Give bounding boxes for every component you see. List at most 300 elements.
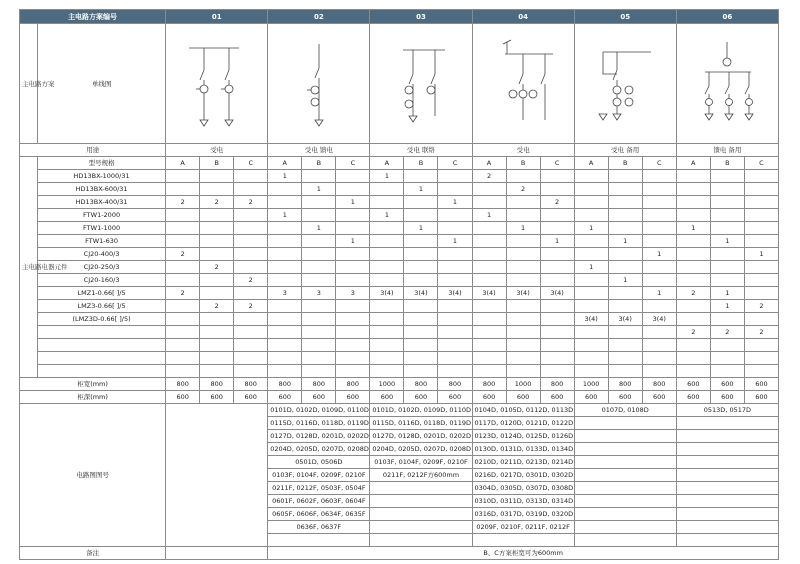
spec-col-header: A (268, 157, 302, 170)
circuit-01 (166, 404, 268, 547)
component-qty (642, 352, 676, 365)
circuit-col04: 0216D, 0217D, 0301D, 0302D (472, 469, 574, 482)
component-qty (540, 313, 574, 326)
circuit-col04: 0209F, 0210F, 0211F, 0212F (472, 521, 574, 534)
spec-col-header: B (404, 157, 438, 170)
component-qty (336, 183, 370, 196)
component-qty (438, 183, 472, 196)
component-qty (234, 261, 268, 274)
component-qty (166, 261, 200, 274)
component-qty (166, 300, 200, 313)
component-qty (744, 287, 778, 300)
circuit-col05 (574, 469, 676, 482)
component-name (38, 326, 166, 339)
component-qty (540, 300, 574, 313)
component-qty (574, 287, 608, 300)
component-qty (506, 365, 540, 378)
component-qty (234, 248, 268, 261)
component-qty: 1 (710, 287, 744, 300)
component-qty (336, 352, 370, 365)
component-row (20, 183, 779, 196)
component-qty (268, 196, 302, 209)
component-qty (166, 365, 200, 378)
circuit-col05: 0107D, 0108D (574, 404, 676, 417)
component-qty: 1 (336, 235, 370, 248)
component-qty (234, 287, 268, 300)
component-qty (540, 326, 574, 339)
component-name (38, 352, 166, 365)
component-qty (744, 222, 778, 235)
component-qty (404, 365, 438, 378)
component-qty (200, 365, 234, 378)
component-qty: 1 (438, 235, 472, 248)
component-qty (744, 209, 778, 222)
component-qty: 1 (336, 196, 370, 209)
depth-value: 600 (234, 391, 268, 404)
component-qty (268, 183, 302, 196)
component-qty (710, 209, 744, 222)
component-qty (336, 365, 370, 378)
component-qty (744, 313, 778, 326)
component-name: FTW1-1000 (38, 222, 166, 235)
component-qty (506, 313, 540, 326)
component-qty (166, 274, 200, 287)
component-qty (642, 235, 676, 248)
component-qty (472, 300, 506, 313)
width-value: 800 (200, 378, 234, 391)
circuit-col05 (574, 430, 676, 443)
depth-value: 600 (438, 391, 472, 404)
component-qty (268, 365, 302, 378)
circuit-col02: 0211F, 0212F, 0503F, 0504F (268, 482, 370, 495)
component-qty: 3(4) (506, 287, 540, 300)
component-qty (370, 196, 404, 209)
component-qty (438, 326, 472, 339)
header-row (20, 10, 779, 24)
depth-row (20, 391, 779, 404)
circuit-col03 (370, 495, 472, 508)
circuit-col03: 0101D, 0102D, 0109D, 0110D (370, 404, 472, 417)
width-value: 800 (336, 378, 370, 391)
width-value: 800 (234, 378, 268, 391)
component-qty (438, 209, 472, 222)
diagram-04 (472, 24, 574, 144)
circuit-col02: 0115D, 0116D, 0118D, 0119D (268, 417, 370, 430)
single-line-diagram-01 (169, 34, 265, 134)
component-qty (472, 248, 506, 261)
component-qty (438, 300, 472, 313)
component-qty (574, 209, 608, 222)
circuit-col04: 0123D, 0124D, 0125D, 0126D (472, 430, 574, 443)
depth-value: 600 (370, 391, 404, 404)
component-qty (302, 196, 336, 209)
component-qty (642, 326, 676, 339)
depth-value: 600 (574, 391, 608, 404)
component-qty (574, 274, 608, 287)
component-qty (642, 274, 676, 287)
component-qty (166, 183, 200, 196)
component-qty (642, 222, 676, 235)
component-qty: 1 (370, 209, 404, 222)
component-qty (676, 274, 710, 287)
component-qty (608, 261, 642, 274)
component-qty (200, 326, 234, 339)
remarks-label: 备注 (20, 547, 166, 560)
spec-col-header: A (472, 157, 506, 170)
component-qty (302, 326, 336, 339)
circuit-col06 (676, 469, 778, 482)
component-qty (744, 196, 778, 209)
component-qty (268, 313, 302, 326)
component-qty (438, 339, 472, 352)
diagram-01 (166, 24, 268, 144)
circuit-col03 (370, 534, 472, 547)
component-qty (642, 170, 676, 183)
scheme-02: 02 (268, 10, 370, 24)
depth-value: 600 (710, 391, 744, 404)
circuit-col04 (472, 534, 574, 547)
component-row (20, 222, 779, 235)
circuit-col04: 0310D, 0311D, 0313D, 0314D (472, 495, 574, 508)
remarks-text: B、C方案柜宽可为600mm (268, 547, 779, 560)
component-qty (370, 365, 404, 378)
component-qty: 1 (710, 300, 744, 313)
component-qty: 3 (302, 287, 336, 300)
component-qty (744, 261, 778, 274)
circuit-col02: 0103F, 0104F, 0209F, 0210F (268, 469, 370, 482)
depth-value: 600 (166, 391, 200, 404)
component-qty (404, 170, 438, 183)
single-line-diagram-06 (679, 34, 775, 134)
usage-01: 受电 (166, 144, 268, 157)
component-qty (710, 352, 744, 365)
spec-row (20, 157, 779, 170)
circuit-col03: 0127D, 0128D, 0201D, 0202D (370, 430, 472, 443)
component-qty (302, 248, 336, 261)
component-qty (676, 209, 710, 222)
component-qty: 1 (370, 170, 404, 183)
component-qty (438, 248, 472, 261)
component-qty (744, 235, 778, 248)
circuit-col06 (676, 508, 778, 521)
component-qty (370, 183, 404, 196)
component-qty (302, 209, 336, 222)
component-name: LMZ3-0.66[ ]/5 (38, 300, 166, 313)
spec-label: 型号规格 (38, 157, 166, 170)
component-qty (608, 352, 642, 365)
component-qty (472, 261, 506, 274)
component-qty: 3(4) (642, 313, 676, 326)
component-qty: 2 (200, 300, 234, 313)
component-name (38, 365, 166, 378)
width-value: 600 (744, 378, 778, 391)
component-qty (574, 183, 608, 196)
component-row (20, 248, 779, 261)
component-qty (574, 248, 608, 261)
component-qty (608, 170, 642, 183)
component-qty (370, 352, 404, 365)
component-qty (336, 300, 370, 313)
component-qty (676, 183, 710, 196)
component-qty (302, 170, 336, 183)
usage-row (20, 144, 779, 157)
component-qty (608, 339, 642, 352)
component-qty (472, 183, 506, 196)
component-qty (574, 196, 608, 209)
circuit-col04: 0304D, 0305D, 0307D, 0308D (472, 482, 574, 495)
diagram-05 (574, 24, 676, 144)
component-qty (472, 339, 506, 352)
component-qty (540, 209, 574, 222)
component-qty (268, 261, 302, 274)
component-qty (302, 235, 336, 248)
circuit-col04: 0117D, 0120D, 0121D, 0122D (472, 417, 574, 430)
component-qty: 2 (234, 300, 268, 313)
circuit-col06 (676, 417, 778, 430)
component-qty: 2 (676, 287, 710, 300)
component-qty (370, 235, 404, 248)
component-qty (268, 300, 302, 313)
component-qty (506, 339, 540, 352)
components-label: 主电路电器元件 (20, 157, 38, 378)
spec-col-header: C (540, 157, 574, 170)
component-qty (234, 170, 268, 183)
component-qty (438, 365, 472, 378)
spec-col-header: A (370, 157, 404, 170)
component-qty: 1 (506, 222, 540, 235)
component-qty: 2 (540, 196, 574, 209)
component-row (20, 300, 779, 313)
component-qty: 3(4) (472, 287, 506, 300)
component-qty (676, 170, 710, 183)
component-qty (336, 313, 370, 326)
circuit-col05 (574, 443, 676, 456)
component-qty (166, 235, 200, 248)
circuit-col05 (574, 456, 676, 469)
component-qty (404, 248, 438, 261)
spec-col-header: B (302, 157, 336, 170)
component-qty (166, 326, 200, 339)
component-qty (710, 248, 744, 261)
width-value: 600 (676, 378, 710, 391)
component-qty (608, 365, 642, 378)
width-value: 600 (710, 378, 744, 391)
remarks-01 (166, 547, 268, 560)
component-qty (676, 313, 710, 326)
width-value: 800 (642, 378, 676, 391)
component-row (20, 261, 779, 274)
component-qty: 2 (200, 261, 234, 274)
component-qty: 2 (166, 196, 200, 209)
component-qty (574, 300, 608, 313)
component-qty: 3(4) (438, 287, 472, 300)
component-qty (608, 326, 642, 339)
component-qty (472, 274, 506, 287)
component-qty (642, 209, 676, 222)
component-qty: 2 (676, 326, 710, 339)
component-name: LMZ1-0.66[ ]/5 (38, 287, 166, 300)
depth-value: 600 (404, 391, 438, 404)
component-qty (370, 339, 404, 352)
component-qty (506, 235, 540, 248)
component-qty (166, 222, 200, 235)
component-qty: 2 (710, 326, 744, 339)
circuit-col02 (268, 534, 370, 547)
component-qty: 2 (166, 287, 200, 300)
component-qty (574, 352, 608, 365)
diagram-03 (370, 24, 472, 144)
component-qty (506, 248, 540, 261)
component-qty (710, 183, 744, 196)
component-qty (370, 261, 404, 274)
component-qty (234, 352, 268, 365)
circuit-label: 电路图图号 (20, 404, 166, 547)
component-qty (540, 365, 574, 378)
component-row (20, 287, 779, 300)
component-qty (336, 274, 370, 287)
component-qty (540, 339, 574, 352)
component-row (20, 235, 779, 248)
component-qty (608, 183, 642, 196)
component-qty (438, 313, 472, 326)
component-qty (608, 222, 642, 235)
component-qty: 1 (540, 235, 574, 248)
component-qty (608, 248, 642, 261)
component-qty (302, 300, 336, 313)
usage-label: 用途 (20, 144, 166, 157)
width-value: 800 (608, 378, 642, 391)
component-qty (404, 196, 438, 209)
component-qty: 1 (574, 261, 608, 274)
component-qty (370, 222, 404, 235)
component-name: HD13BX-400/31 (38, 196, 166, 209)
spec-col-header: C (336, 157, 370, 170)
component-qty: 3(4) (574, 313, 608, 326)
component-qty (404, 352, 438, 365)
circuit-col02: 0605F, 0606F, 0634F, 0635F (268, 508, 370, 521)
component-qty: 1 (642, 248, 676, 261)
component-qty (676, 300, 710, 313)
component-qty: 2 (744, 326, 778, 339)
component-qty (404, 274, 438, 287)
usage-04: 受电 (472, 144, 574, 157)
component-qty (472, 326, 506, 339)
width-value: 1000 (506, 378, 540, 391)
component-qty (370, 326, 404, 339)
component-qty (642, 300, 676, 313)
component-qty (234, 365, 268, 378)
depth-value: 600 (506, 391, 540, 404)
width-label: 柜宽(mm) (20, 378, 166, 391)
circuit-col02: 0101D, 0102D, 0109D, 0110D (268, 404, 370, 417)
component-row (20, 209, 779, 222)
component-qty (710, 261, 744, 274)
component-qty (336, 209, 370, 222)
component-qty (574, 339, 608, 352)
component-qty: 2 (472, 170, 506, 183)
component-qty: 2 (744, 300, 778, 313)
spec-col-header: A (574, 157, 608, 170)
scheme-label: 主电路方案 (20, 24, 38, 144)
depth-label: 柜深(mm) (20, 391, 166, 404)
component-qty (370, 300, 404, 313)
circuit-col03: 0103F, 0104F, 0209F, 0210F (370, 456, 472, 469)
component-qty (404, 300, 438, 313)
depth-value: 600 (336, 391, 370, 404)
component-qty (268, 326, 302, 339)
single-line-diagram-02 (271, 34, 367, 134)
component-qty: 3 (268, 287, 302, 300)
component-qty (540, 261, 574, 274)
component-qty (302, 261, 336, 274)
component-qty (676, 339, 710, 352)
scheme-04: 04 (472, 10, 574, 24)
component-row (20, 365, 779, 378)
component-qty: 3(4) (540, 287, 574, 300)
component-qty (506, 209, 540, 222)
spec-col-header: C (744, 157, 778, 170)
component-qty (438, 222, 472, 235)
spec-col-header: B (506, 157, 540, 170)
usage-06: 馈电 备用 (676, 144, 778, 157)
component-qty (540, 222, 574, 235)
component-qty (166, 313, 200, 326)
component-qty (472, 222, 506, 235)
component-qty (200, 235, 234, 248)
depth-value: 600 (676, 391, 710, 404)
component-qty (744, 352, 778, 365)
component-qty (404, 313, 438, 326)
component-qty (472, 235, 506, 248)
width-value: 800 (472, 378, 506, 391)
circuit-col03: 0204D, 0205D, 0207D, 0208D (370, 443, 472, 456)
circuit-col02: 0127D, 0128D, 0201D, 0202D (268, 430, 370, 443)
component-qty (200, 222, 234, 235)
circuit-col03: 0211F, 0212F方600mm (370, 469, 472, 482)
component-qty: 3(4) (404, 287, 438, 300)
circuit-col06 (676, 456, 778, 469)
component-qty (710, 365, 744, 378)
width-value: 800 (404, 378, 438, 391)
component-qty: 2 (166, 248, 200, 261)
component-qty (404, 209, 438, 222)
component-qty (166, 170, 200, 183)
component-qty (710, 196, 744, 209)
component-qty (268, 248, 302, 261)
component-qty: 2 (200, 196, 234, 209)
component-row (20, 274, 779, 287)
component-qty (744, 274, 778, 287)
component-qty (404, 261, 438, 274)
component-qty: 1 (472, 209, 506, 222)
component-qty (540, 183, 574, 196)
spec-col-header: C (234, 157, 268, 170)
depth-value: 600 (200, 391, 234, 404)
component-qty (506, 352, 540, 365)
scheme-05: 05 (574, 10, 676, 24)
scheme-06: 06 (676, 10, 778, 24)
component-qty (676, 352, 710, 365)
component-qty (540, 248, 574, 261)
depth-value: 600 (472, 391, 506, 404)
component-qty (234, 222, 268, 235)
circuit-col03 (370, 508, 472, 521)
circuit-col06 (676, 534, 778, 547)
component-qty: 1 (744, 248, 778, 261)
component-qty: 1 (404, 222, 438, 235)
circuit-col02: 0501D, 0506D (268, 456, 370, 469)
diagram-06 (676, 24, 778, 144)
